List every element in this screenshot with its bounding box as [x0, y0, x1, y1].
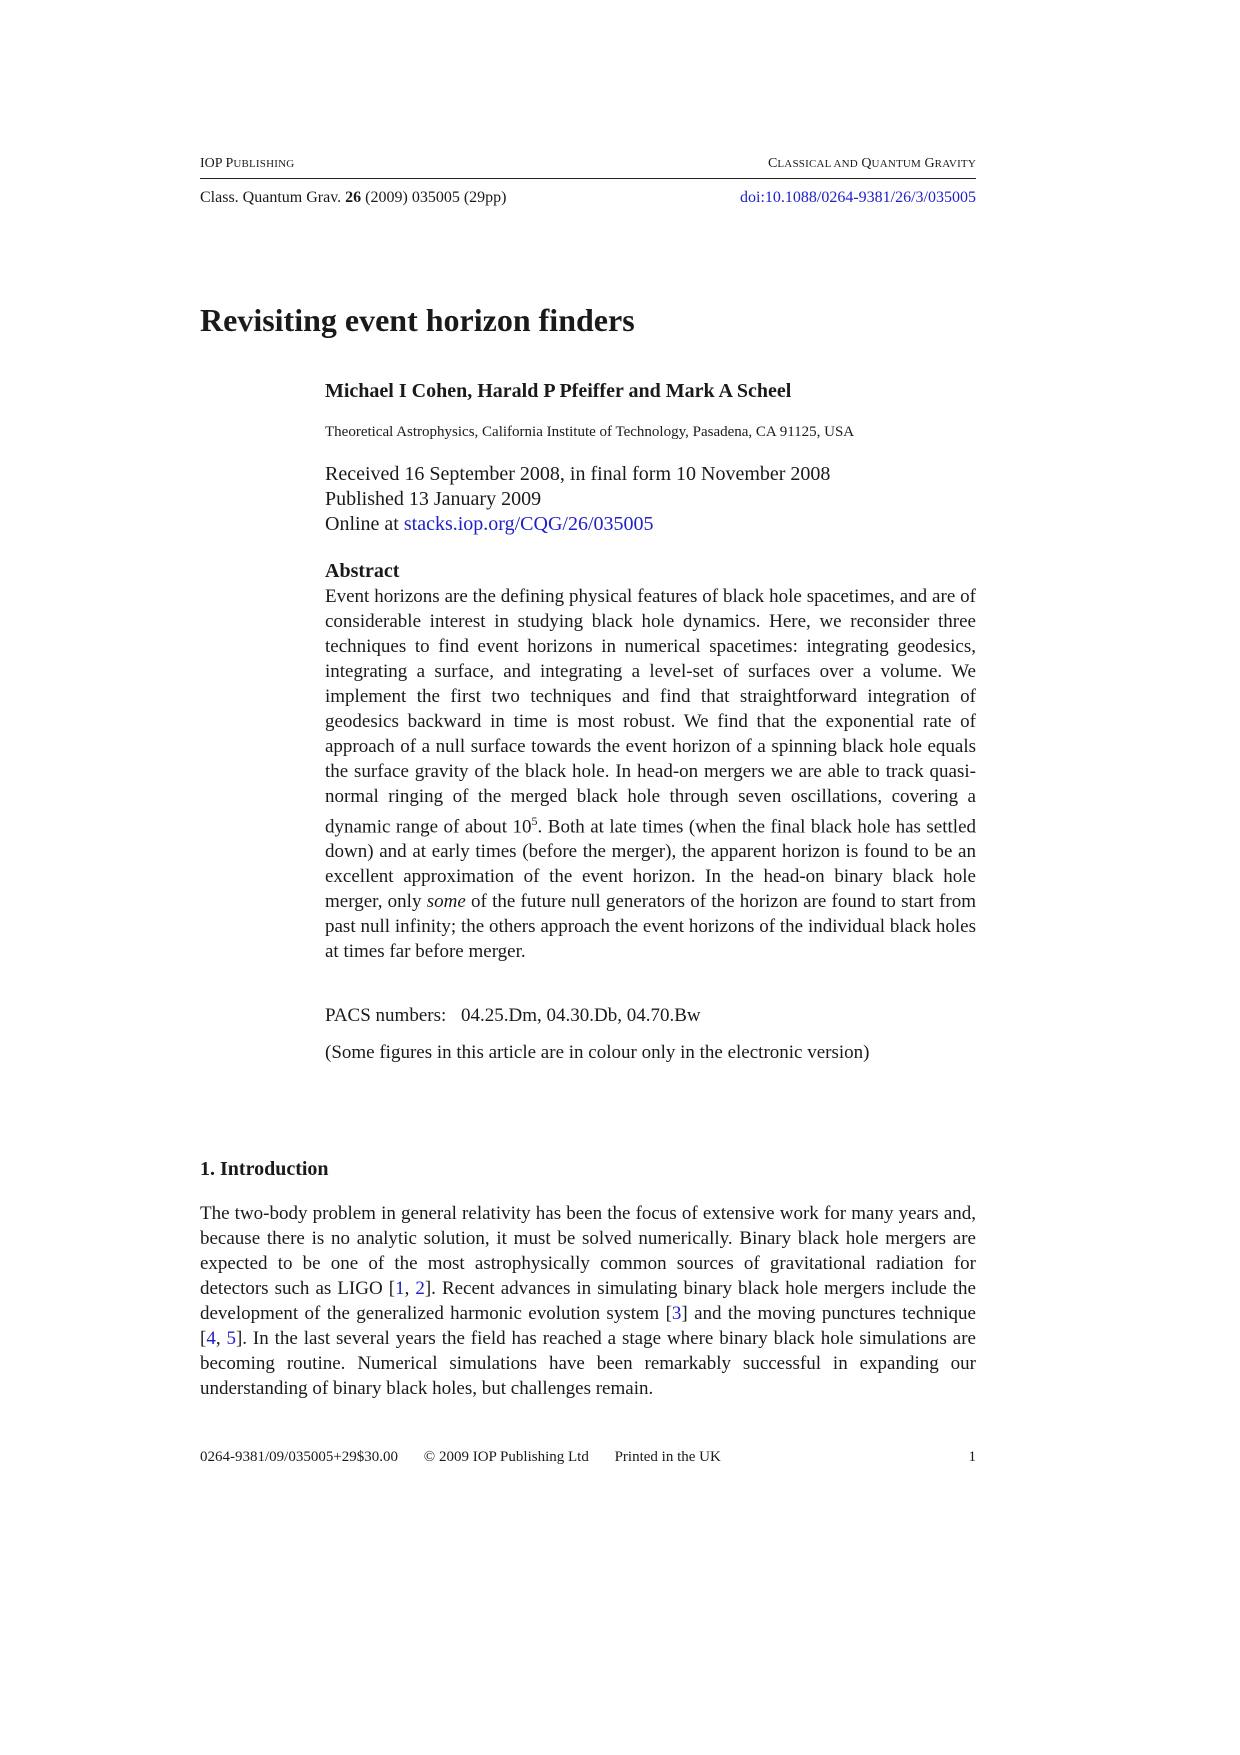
ref-separator: ,: [215, 1328, 227, 1349]
pacs-numbers: [325, 1004, 701, 1028]
author-list: Michael I Cohen, Harald P Pfeiffer and Mark A Scheel: [325, 380, 792, 402]
copyright: © 2009 IOP Publishing Ltd: [423, 1449, 589, 1465]
section-heading-introduction: 1. Introduction: [200, 1158, 329, 1180]
introduction-paragraph: [200, 1201, 976, 1401]
article-code: 0264-9381/09/035005+29$30.00: [200, 1449, 399, 1465]
abstract-exponent: 5: [531, 814, 538, 828]
printed-note: Printed in the UK: [614, 1449, 721, 1465]
abstract-emphasis: some: [426, 891, 466, 913]
abstract-text-part2: . Both at late times (when the final black hole has settled down) and at early times (before the merger), the apparent horizon is found to be an excellent approximation of the event horizon. In the head-on binary black hole merger, only: [325, 816, 977, 913]
footer-left: [200, 1447, 743, 1467]
publication-dates: [325, 462, 830, 537]
intro-text-1: The two-body problem in general relativity has been the focus of extensive work for many years and, because there is no analytic solution, it must be solved numerically. Binary black hole mergers are expected to be one of the most astrophysically common sources of gravitational radiation for detectors such as LIGO [: [200, 1203, 976, 1299]
publisher-name: IOP PUBLISHING: [200, 156, 295, 171]
citation-volume: 26: [345, 189, 362, 206]
citation-prefix: Class. Quantum Grav.: [200, 189, 342, 206]
abstract-body: [325, 584, 976, 964]
page-number: 1: [968, 1449, 976, 1465]
doi-link[interactable]: doi:10.1088/0264-9381/26/3/035005: [740, 189, 976, 206]
online-line: [325, 512, 830, 537]
pacs-values: 04.25.Dm, 04.30.Db, 04.70.Bw: [461, 1005, 701, 1026]
citation-line: [200, 188, 976, 208]
online-label: Online at: [325, 513, 399, 535]
ref-link-1[interactable]: 1: [395, 1278, 405, 1299]
abstract-text-part3: of the future null generators of the horizon are found to start from past null infinity; the others approach the event horizons of the individual black holes at times far before merger.: [325, 891, 976, 963]
intro-text-3: ] and the moving punctures technique [: [200, 1303, 976, 1349]
abstract-heading: Abstract: [325, 560, 400, 582]
journal-name: CLASSICAL AND QUANTUM GRAVITY: [768, 156, 976, 171]
intro-text-2: ]. Recent advances in simulating binary black hole mergers include the development of the generalized harmonic evolution system [: [200, 1278, 976, 1324]
header-rule: [200, 178, 976, 179]
published-date: Published 13 January 2009: [325, 488, 542, 510]
intro-text-4: ]. In the last several years the field has reached a stage where binary black hole simulations are becoming routine. Numerical simulations have been remarkably successful in expanding our understanding of binary black holes, but challenges remain.: [200, 1328, 976, 1399]
pacs-label: PACS numbers:: [325, 1005, 447, 1026]
paper-title: Revisiting event horizon finders: [200, 302, 635, 338]
abstract-text-part1: Event horizons are the defining physical features of black hole spacetimes, and are of considerable interest in studying black hole dynamics. Here, we reconsider three techniques to find event horizons in numerical spacetimes: integrating geodesics, integrating a surface, and integrating a level-set of surfaces over a volume. We implement the first two techniques and find that straightforward integration of geodesics backward in time is most robust. We find that the exponential rate of approach of a null surface towards the event horizon of a spinning black hole equals the surface gravity of the black hole. In head-on mergers we are able to track quasi-normal ringing of the merged black hole through seven oscillations, covering a dynamic range of about 10: [325, 586, 976, 838]
page-footer: [200, 1447, 976, 1467]
ref-link-3[interactable]: 3: [671, 1303, 682, 1324]
journal-citation: [200, 188, 506, 208]
running-head: [200, 156, 976, 172]
ref-link-5[interactable]: 5: [226, 1328, 236, 1349]
ref-link-4[interactable]: 4: [206, 1328, 216, 1349]
ref-separator: ,: [404, 1278, 416, 1299]
abstract: [325, 559, 976, 964]
citation-suffix: (2009) 035005 (29pp): [365, 189, 507, 206]
online-link[interactable]: stacks.iop.org/CQG/26/035005: [403, 513, 654, 535]
colour-note: (Some figures in this article are in colour only in the electronic version): [325, 1042, 870, 1063]
affiliation: Theoretical Astrophysics, California Institute of Technology, Pasadena, CA 91125, USA: [325, 424, 855, 440]
received-date: Received 16 September 2008, in final form 10 November 2008: [325, 463, 831, 485]
ref-link-2[interactable]: 2: [415, 1278, 425, 1299]
